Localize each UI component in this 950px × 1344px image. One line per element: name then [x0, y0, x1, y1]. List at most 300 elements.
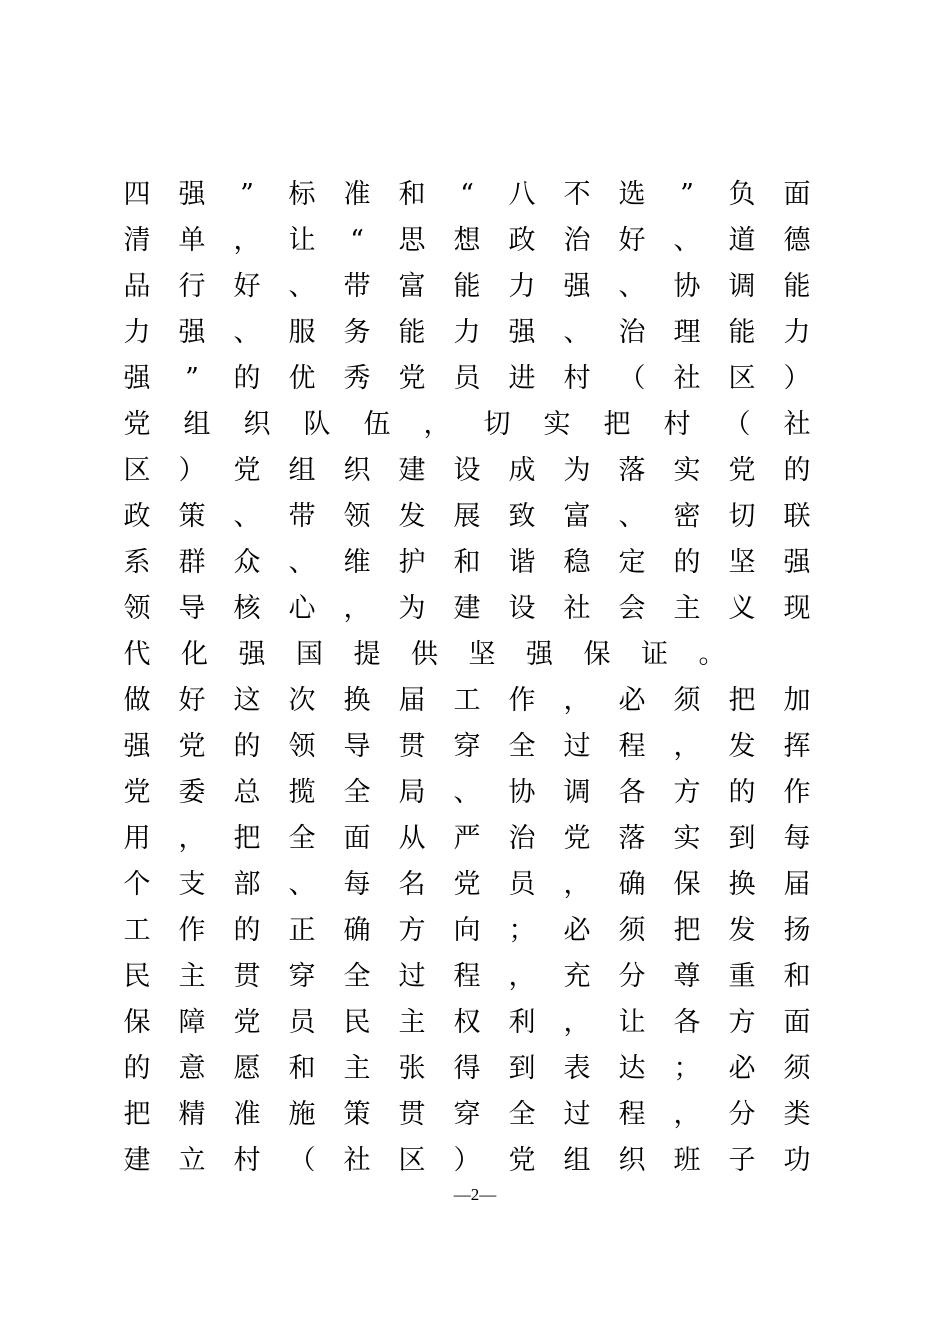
text-char: 强 [123, 363, 151, 394]
text-char: 、 [288, 271, 316, 302]
text-char: 强 [238, 639, 266, 670]
text-char: 精 [178, 1099, 206, 1130]
text-char: “ [460, 179, 474, 210]
text-char: 治 [563, 225, 591, 256]
text-char: 向 [453, 915, 481, 946]
text-char: 全 [288, 823, 316, 854]
text-char: 会 [618, 593, 646, 624]
text-line [122, 1092, 812, 1138]
text-char: 织 [243, 409, 271, 440]
text-char: 主 [178, 961, 206, 992]
text-char: 带 [288, 501, 316, 532]
text-char: 党 [563, 823, 591, 854]
text-char: 证 [641, 639, 668, 670]
text-char: 功 [783, 1145, 811, 1176]
text-char: 必 [563, 915, 591, 946]
text-char: 建 [453, 593, 481, 624]
text-line [122, 402, 812, 448]
text-char: 治 [618, 317, 646, 348]
text-char: 全 [508, 1099, 536, 1130]
text-char: 落 [618, 823, 646, 854]
text-char: 从 [398, 823, 426, 854]
text-char: 工 [123, 915, 151, 946]
text-char: 负 [728, 179, 756, 210]
text-char: ； [673, 1053, 701, 1084]
text-char: 强 [526, 639, 553, 670]
text-char: 调 [728, 271, 756, 302]
text-line [122, 1000, 812, 1046]
text-char: 次 [288, 685, 316, 716]
text-char: 领 [288, 731, 316, 762]
text-char: 方 [673, 777, 701, 808]
text-char: 这 [233, 685, 261, 716]
text-char: 政 [508, 225, 536, 256]
text-char: 坚 [468, 639, 496, 670]
text-char: 面 [343, 823, 371, 854]
text-char: 治 [508, 823, 536, 854]
text-char: 、 [618, 501, 646, 532]
text-char: 穿 [453, 1099, 481, 1130]
text-char: 的 [123, 1053, 151, 1084]
text-char: 核 [233, 593, 261, 624]
text-char: 正 [288, 915, 316, 946]
text-char: 代 [123, 639, 151, 670]
text-char: 、 [563, 317, 591, 348]
text-char: 清 [123, 225, 151, 256]
text-char: 领 [123, 593, 151, 624]
text-char: 员 [508, 869, 536, 900]
text-char: 强 [508, 317, 536, 348]
text-char: 准 [343, 179, 371, 210]
text-char: 系 [123, 547, 151, 578]
text-char: 导 [178, 593, 206, 624]
text-char: 、 [673, 225, 701, 256]
text-char: 必 [728, 1053, 756, 1084]
text-char: 张 [398, 1053, 426, 1084]
text-char: 优 [288, 363, 316, 394]
text-char: 穿 [453, 731, 481, 762]
text-char: 行 [178, 271, 206, 302]
text-line [122, 356, 812, 402]
text-char: 须 [618, 915, 646, 946]
text-char: 加 [783, 685, 811, 716]
text-char: 子 [728, 1145, 756, 1176]
text-char: 四 [123, 179, 151, 210]
text-char: 发 [398, 501, 426, 532]
text-char: 党 [508, 1145, 536, 1176]
text-char: 类 [783, 1099, 811, 1130]
text-char: 主 [673, 593, 701, 624]
text-char: 、 [618, 271, 646, 302]
text-char: 富 [563, 501, 591, 532]
text-char: ， [673, 731, 701, 762]
text-line [122, 172, 812, 218]
text-char: 须 [673, 685, 701, 716]
text-char: 表 [563, 1053, 591, 1084]
text-char: 力 [123, 317, 151, 348]
text-char: 定 [618, 547, 646, 578]
text-char: 好 [178, 685, 206, 716]
text-line [122, 678, 812, 724]
text-char: 村 [563, 363, 591, 394]
text-char: 力 [508, 271, 536, 302]
text-char: 过 [398, 961, 426, 992]
text-char: 进 [508, 363, 536, 394]
text-char: 方 [398, 915, 426, 946]
text-char: 切 [728, 501, 756, 532]
text-char: 全 [508, 731, 536, 762]
text-char: 扬 [783, 915, 811, 946]
text-char: 党 [233, 455, 261, 486]
text-char: ） [178, 455, 206, 486]
text-char: 强 [178, 179, 206, 210]
text-char: 群 [178, 547, 206, 578]
text-char: 总 [233, 777, 261, 808]
text-char: 建 [398, 455, 426, 486]
text-char: 做 [123, 685, 151, 716]
text-char: 义 [728, 593, 756, 624]
text-line [122, 816, 812, 862]
text-char: 局 [398, 777, 426, 808]
text-line [122, 1138, 812, 1184]
text-char: ， [423, 409, 451, 440]
text-char: 能 [398, 317, 426, 348]
text-char: 区 [123, 455, 151, 486]
text-char: 让 [288, 225, 316, 256]
text-char: 提 [353, 639, 381, 670]
text-char: 、 [233, 501, 261, 532]
text-char: 不 [563, 179, 591, 210]
text-char: 能 [783, 271, 811, 302]
text-char: 尊 [673, 961, 701, 992]
text-char: 分 [618, 961, 646, 992]
text-line [122, 954, 812, 1000]
text-char: “ [350, 225, 364, 256]
text-char: 策 [343, 1099, 371, 1130]
text-char: 发 [728, 731, 756, 762]
text-line [122, 218, 812, 264]
text-char: 好 [233, 271, 261, 302]
text-char: 委 [178, 777, 206, 808]
text-char: 化 [181, 639, 208, 670]
text-line [122, 632, 812, 678]
text-char: 程 [453, 961, 481, 992]
text-char: 障 [178, 1007, 206, 1038]
text-char: 程 [618, 1099, 646, 1130]
text-char: 分 [728, 1099, 756, 1130]
text-char: 实 [673, 455, 701, 486]
text-char: 部 [233, 869, 261, 900]
text-char: 挥 [783, 731, 811, 762]
text-char: 能 [453, 271, 481, 302]
text-char: 德 [783, 225, 811, 256]
text-char: 党 [123, 409, 151, 440]
text-char: 强 [563, 271, 591, 302]
text-char: 主 [343, 1053, 371, 1084]
text-char: 的 [728, 777, 756, 808]
text-char: 重 [728, 961, 756, 992]
text-char: 和 [288, 1053, 316, 1084]
text-char: 届 [398, 685, 426, 716]
text-char: 把 [233, 823, 261, 854]
text-char: 设 [453, 455, 481, 486]
text-char: 社 [673, 363, 701, 394]
text-char: 作 [783, 777, 811, 808]
text-char: 坚 [728, 547, 756, 578]
text-char: 调 [563, 777, 591, 808]
text-char: ， [563, 869, 591, 900]
text-char: 成 [508, 455, 536, 486]
text-char: 和 [783, 961, 811, 992]
text-char: 达 [618, 1053, 646, 1084]
text-char: 员 [288, 1007, 316, 1038]
text-char: 到 [508, 1053, 536, 1084]
text-char: 用 [123, 823, 151, 854]
text-line [122, 862, 812, 908]
text-char: 组 [183, 409, 211, 440]
text-line [122, 494, 812, 540]
text-char: （ [288, 1145, 316, 1176]
text-char: 秀 [343, 363, 371, 394]
text-char: 思 [398, 225, 426, 256]
text-char: 协 [508, 777, 536, 808]
text-char: 准 [233, 1099, 261, 1130]
text-char: 心 [288, 593, 316, 624]
text-char: （ [618, 363, 646, 394]
text-char: 好 [618, 225, 646, 256]
text-char: 贯 [233, 961, 261, 992]
text-char: 充 [563, 961, 591, 992]
text-char: 党 [233, 1007, 261, 1038]
text-char: 的 [673, 547, 701, 578]
text-char: 导 [343, 731, 371, 762]
text-char: 个 [123, 869, 151, 900]
text-char: 切 [483, 409, 511, 440]
text-line [122, 586, 812, 632]
text-char: 意 [178, 1053, 206, 1084]
page-number: —2— [453, 1185, 497, 1204]
text-char: 主 [398, 1007, 426, 1038]
text-char: ， [563, 1007, 591, 1038]
text-char: 强 [123, 731, 151, 762]
text-char: 党 [398, 363, 426, 394]
text-char: 民 [343, 1007, 371, 1038]
text-char: 为 [398, 593, 426, 624]
text-char: 谐 [508, 547, 536, 578]
text-char: 领 [343, 501, 371, 532]
text-char: 的 [233, 915, 261, 946]
text-char: ， [673, 1099, 701, 1130]
text-char: 和 [398, 179, 426, 210]
text-char: 严 [453, 823, 481, 854]
text-char: 贯 [398, 731, 426, 762]
text-char: ” [185, 363, 199, 394]
text-char: 密 [673, 501, 701, 532]
text-char: 带 [343, 271, 371, 302]
text-char: 和 [453, 547, 481, 578]
text-char: 确 [618, 869, 646, 900]
text-char: 发 [728, 915, 756, 946]
text-char: 、 [288, 869, 316, 900]
text-char: 策 [178, 501, 206, 532]
text-char: 名 [398, 869, 426, 900]
text-char: ， [563, 685, 591, 716]
text-char: 服 [288, 317, 316, 348]
text-char: 到 [728, 823, 756, 854]
text-char: 须 [783, 1053, 811, 1084]
text-char: 国 [296, 639, 323, 670]
text-char: 建 [123, 1145, 151, 1176]
text-char: 每 [343, 869, 371, 900]
text-char: 愿 [233, 1053, 261, 1084]
text-char: 组 [563, 1145, 591, 1176]
text-char: 、 [453, 777, 481, 808]
text-char: 现 [783, 593, 811, 624]
text-char: 村 [663, 409, 691, 440]
text-line [122, 1046, 812, 1092]
text-char: 落 [618, 455, 646, 486]
text-line [122, 724, 812, 770]
text-char: 各 [618, 777, 646, 808]
text-line [122, 310, 812, 356]
text-char: ， [508, 961, 536, 992]
text-char: 为 [563, 455, 591, 486]
text-char: 织 [618, 1145, 646, 1176]
text-char: 单 [178, 225, 206, 256]
text-char: 区 [728, 363, 756, 394]
text-char: 全 [343, 961, 371, 992]
text-char: 选 [618, 179, 646, 210]
text-char: ” [240, 179, 254, 210]
text-char: 换 [728, 869, 756, 900]
text-char: 换 [343, 685, 371, 716]
text-char: 区 [398, 1145, 426, 1176]
text-char: 立 [178, 1145, 206, 1176]
text-line [122, 540, 812, 586]
text-char: ， [343, 593, 371, 624]
text-char: 富 [398, 271, 426, 302]
text-char: 道 [728, 225, 756, 256]
text-char: 力 [783, 317, 811, 348]
text-char: 务 [343, 317, 371, 348]
text-char: 队 [303, 409, 331, 440]
text-char: 力 [453, 317, 481, 348]
text-char: 必 [618, 685, 646, 716]
text-char: 揽 [288, 777, 316, 808]
body-text [122, 172, 812, 1184]
text-char: 强 [783, 547, 811, 578]
text-char: 理 [673, 317, 701, 348]
text-char: 维 [343, 547, 371, 578]
text-char: 施 [288, 1099, 316, 1130]
text-char: 党 [728, 455, 756, 486]
text-char: 把 [673, 915, 701, 946]
text-char: 保 [583, 639, 611, 670]
text-char: 设 [508, 593, 536, 624]
text-char: 伍 [363, 409, 391, 440]
text-char: 织 [343, 455, 371, 486]
text-line [122, 908, 812, 954]
text-char: 展 [453, 501, 481, 532]
text-char: 把 [123, 1099, 151, 1130]
text-char: ； [508, 915, 536, 946]
text-char: 村 [233, 1145, 261, 1176]
text-char: 党 [178, 731, 206, 762]
text-char: 强 [178, 317, 206, 348]
text-char: ” [680, 179, 694, 210]
text-char: 护 [398, 547, 426, 578]
text-char: 方 [728, 1007, 756, 1038]
text-char: 的 [783, 455, 811, 486]
text-char: 众 [233, 547, 261, 578]
text-char: 实 [673, 823, 701, 854]
text-char: 贯 [398, 1099, 426, 1130]
text-line [122, 770, 812, 816]
text-char: 权 [453, 1007, 481, 1038]
text-char: 、 [233, 317, 261, 348]
text-char: 穿 [288, 961, 316, 992]
text-char: 联 [783, 501, 811, 532]
text-char: 党 [123, 777, 151, 808]
text-char: ） [783, 363, 811, 394]
text-char: 班 [673, 1145, 701, 1176]
text-char: 社 [343, 1145, 371, 1176]
text-char: 民 [123, 961, 151, 992]
text-char: 过 [563, 731, 591, 762]
text-char: 社 [783, 409, 811, 440]
text-char: 员 [453, 363, 481, 394]
text-char: 每 [783, 823, 811, 854]
text-char: 品 [123, 271, 151, 302]
text-char: （ [723, 409, 751, 440]
text-char: 、 [288, 547, 316, 578]
text-char: 想 [453, 225, 481, 256]
text-char: 稳 [563, 547, 591, 578]
text-char: 作 [508, 685, 536, 716]
text-char: 政 [123, 501, 151, 532]
text-line [122, 448, 812, 494]
text-char: 致 [508, 501, 536, 532]
text-char: 过 [563, 1099, 591, 1130]
text-char: 届 [783, 869, 811, 900]
text-char: 各 [673, 1007, 701, 1038]
text-line [122, 264, 812, 310]
text-char: 面 [783, 1007, 811, 1038]
text-char: 确 [343, 915, 371, 946]
text-char: 支 [178, 869, 206, 900]
text-char: 全 [343, 777, 371, 808]
text-char: 利 [508, 1007, 536, 1038]
text-char: 标 [288, 179, 316, 210]
text-char: 保 [673, 869, 701, 900]
text-char: 党 [453, 869, 481, 900]
text-char: 的 [233, 731, 261, 762]
text-char: 工 [453, 685, 481, 716]
text-char: 的 [233, 363, 261, 394]
text-char: 程 [618, 731, 646, 762]
text-char: ， [233, 225, 261, 256]
text-char: 供 [411, 639, 438, 670]
text-char: ） [453, 1145, 481, 1176]
text-char: 得 [453, 1053, 481, 1084]
text-char: 实 [543, 409, 571, 440]
text-char: 让 [618, 1007, 646, 1038]
text-char: 社 [563, 593, 591, 624]
text-char: 能 [728, 317, 756, 348]
text-char: 组 [288, 455, 316, 486]
text-char: 把 [603, 409, 631, 440]
text-char: 把 [728, 685, 756, 716]
